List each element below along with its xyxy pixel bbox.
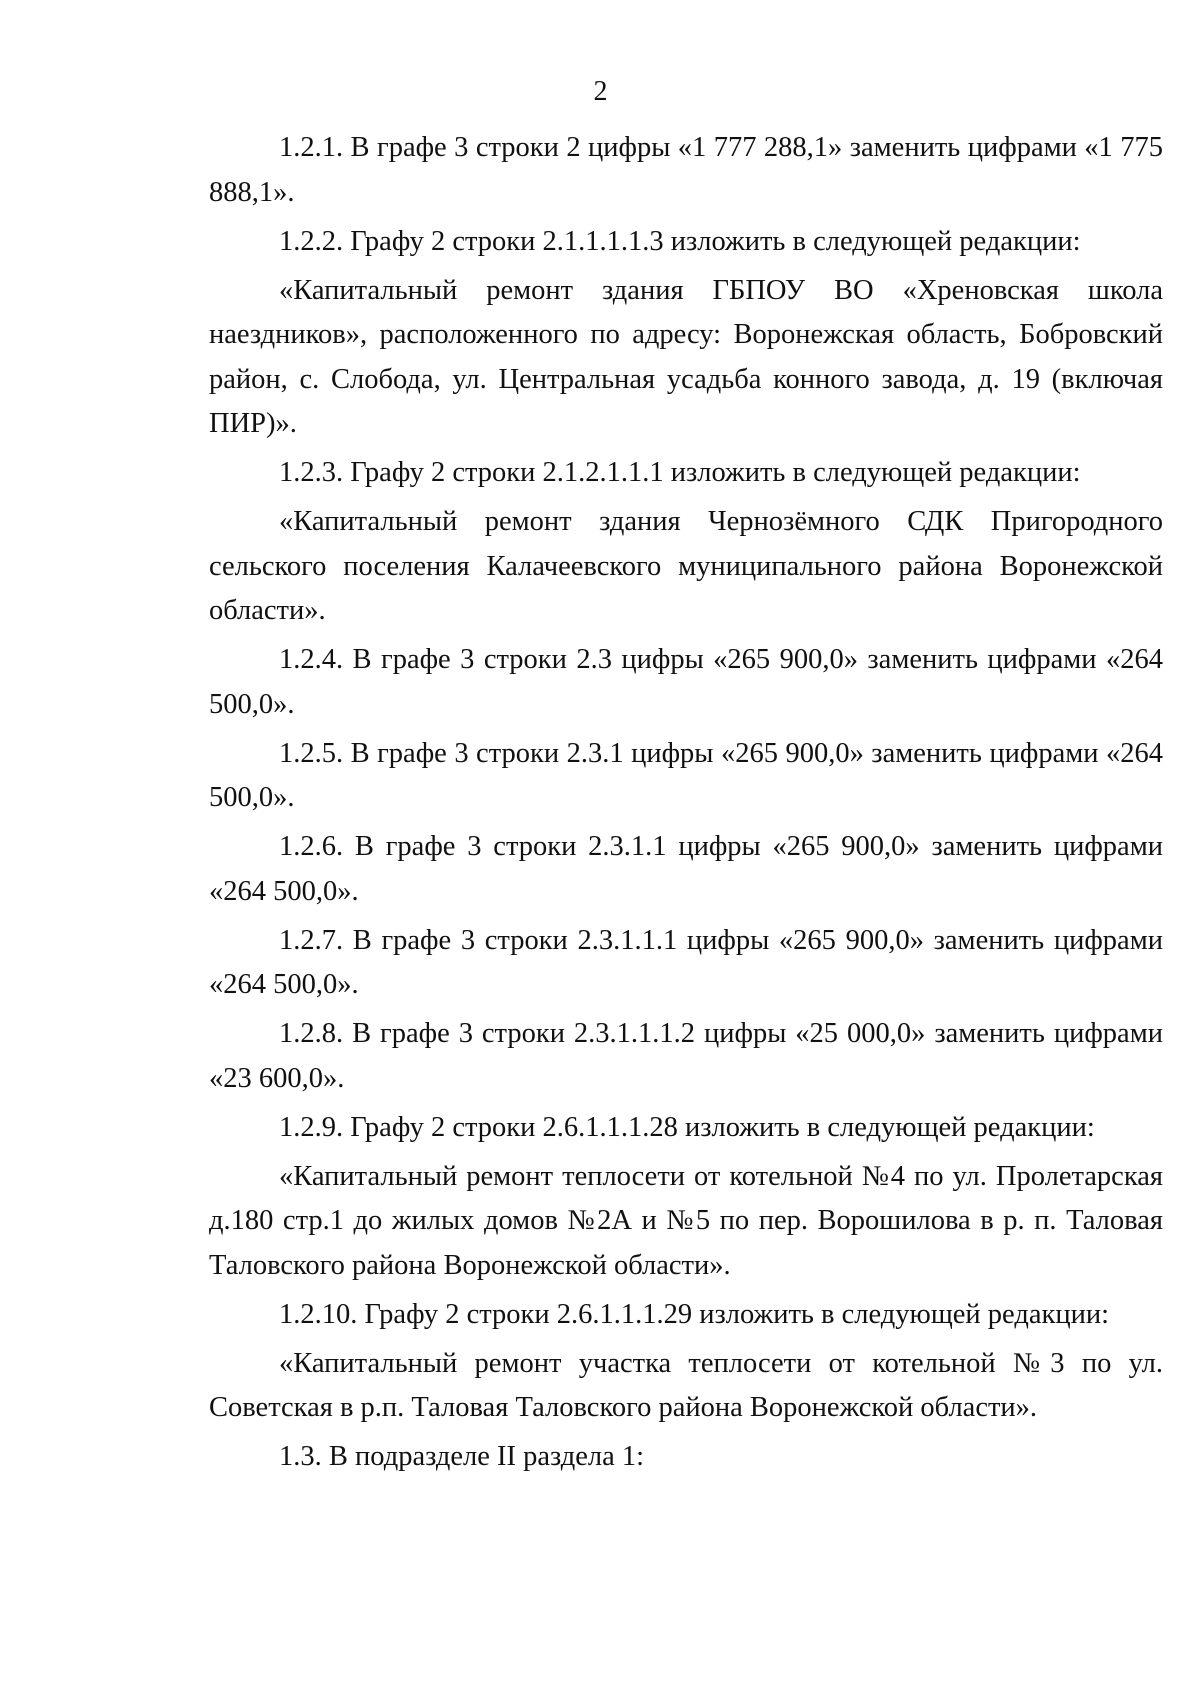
paragraph: «Капитальный ремонт здания Чернозёмного СДК Пригородного сельского поселения Калачеевского муниципального района Воронежской области».: [209, 506, 1163, 626]
paragraph: 1.2.1. В графе 3 строки 2 цифры «1 777 288,1» заменить цифрами «1 775 888,1».: [209, 132, 1163, 208]
paragraph: 1.2.8. В графе 3 строки 2.3.1.1.1.2 цифры «25 000,0» заменить цифрами «23 600,0».: [209, 1018, 1163, 1094]
paragraph: 1.2.6. В графе 3 строки 2.3.1.1 цифры «265 900,0» заменить цифрами «264 500,0».: [209, 831, 1163, 907]
paragraph: «Капитальный ремонт теплосети от котельной №4 по ул. Пролетарская д.180 стр.1 до жилых домов №2А и №5 по пер. Ворошилова в р. п. Таловая Таловского района Воронежской области».: [209, 1160, 1163, 1281]
paragraph: 1.2.5. В графе 3 строки 2.3.1 цифры «265 900,0» заменить цифрами «264 500,0».: [209, 737, 1163, 813]
page-number: 2: [593, 76, 608, 107]
document-body: [209, 126, 1163, 1480]
paragraph: 1.2.9. Графу 2 строки 2.6.1.1.1.28 изложить в следующей редакции:: [279, 1111, 1095, 1143]
paragraph: 1.2.3. Графу 2 строки 2.1.2.1.1.1 изложить в следующей редакции:: [279, 457, 1081, 488]
paragraph: 1.2.10. Графу 2 строки 2.6.1.1.1.29 изложить в следующей редакции:: [279, 1298, 1109, 1330]
paragraph: 1.2.4. В графе 3 строки 2.3 цифры «265 900,0» заменить цифрами «264 500,0».: [209, 644, 1163, 720]
paragraph: 1.2.7. В графе 3 строки 2.3.1.1.1 цифры «265 900,0» заменить цифрами «264 500,0».: [209, 924, 1163, 1000]
paragraph: «Капитальный ремонт здания ГБПОУ ВО «Хреновская школа наездников», расположенного по адресу: Воронежская область, Бобровский район, с. Слобода, ул. Центральная усадьба конного завода, д. 19 (включая ПИР)».: [209, 274, 1163, 439]
paragraph: 1.2.2. Графу 2 строки 2.1.1.1.1.3 изложить в следующей редакции:: [279, 225, 1081, 257]
paragraph: «Капитальный ремонт участка теплосети от котельной №3 по ул. Советская в р.п. Таловая Таловского района Воронежской области».: [209, 1347, 1163, 1423]
paragraph: 1.3. В подразделе II раздела 1:: [279, 1441, 645, 1472]
